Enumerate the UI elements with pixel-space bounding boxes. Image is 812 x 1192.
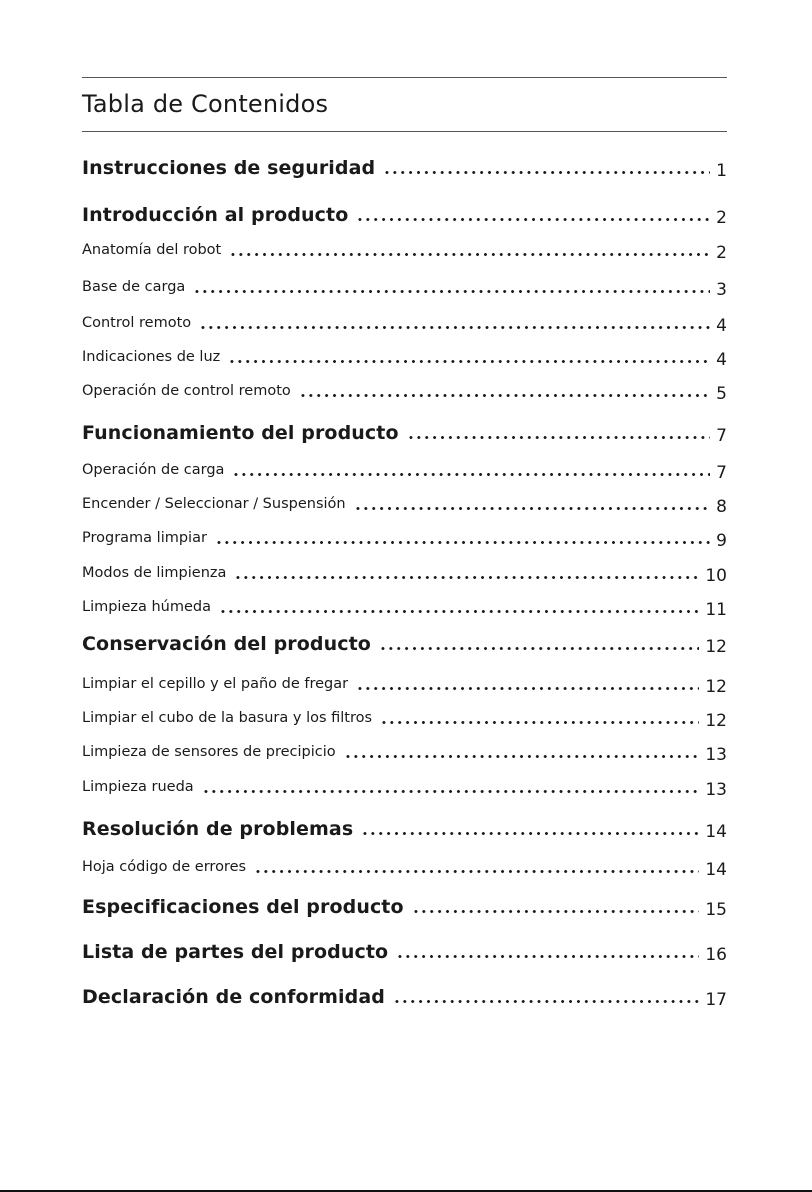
- toc-subsection-entry: [82, 456, 727, 483]
- toc-page-number: 9: [716, 531, 727, 551]
- toc-page-number: 15: [705, 900, 727, 920]
- toc-section-entry: [82, 154, 727, 181]
- toc-section-entry: [82, 815, 727, 842]
- toc-page-number: 8: [716, 497, 727, 517]
- toc-subsection-entry: [82, 738, 727, 765]
- dot-leader: [361, 816, 699, 836]
- toc-section-entry: [82, 630, 727, 657]
- toc-page-number: 2: [716, 243, 727, 263]
- dot-leader: [396, 939, 699, 959]
- toc-entry-label: Anatomía del robot: [82, 242, 222, 258]
- toc-entry-label: Hoja código de errores: [82, 859, 247, 875]
- dot-leader: [215, 525, 710, 545]
- toc-entry-label: Programa limpiar: [82, 530, 207, 546]
- toc-section-entry: [82, 201, 727, 228]
- toc-entry-label: Limpieza de sensores de precipicio: [82, 744, 336, 760]
- toc-subsection-entry: [82, 704, 727, 731]
- toc-page-number: 13: [705, 780, 727, 800]
- dot-leader: [379, 631, 699, 651]
- toc-entry-label: Introducción al producto: [82, 204, 349, 226]
- toc-page-number: 5: [716, 384, 727, 404]
- toc-page-number: 13: [705, 745, 727, 765]
- dot-leader: [229, 237, 710, 257]
- dot-leader: [232, 457, 710, 477]
- dot-leader: [383, 155, 710, 175]
- dot-leader: [254, 854, 699, 874]
- toc-entry-label: Limpieza húmeda: [82, 599, 212, 615]
- toc-page-number: 14: [705, 822, 727, 842]
- toc-subsection-entry: [82, 670, 727, 697]
- toc-subsection-entry: [82, 524, 727, 551]
- dot-leader: [393, 984, 699, 1004]
- dot-leader: [193, 274, 710, 294]
- dot-leader: [412, 894, 700, 914]
- toc-page-number: 3: [716, 280, 727, 300]
- toc-entry-label: Especificaciones del producto: [82, 896, 404, 918]
- toc-section-entry: [82, 983, 727, 1010]
- toc-page-number: 10: [705, 566, 727, 586]
- toc-page-number: 12: [705, 711, 727, 731]
- toc-subsection-entry: [82, 773, 727, 800]
- toc-entry-label: Operación de carga: [82, 462, 225, 478]
- toc-entry-label: Conservación del producto: [82, 633, 371, 655]
- toc-page-number: 4: [716, 350, 727, 370]
- toc-entry-label: Lista de partes del producto: [82, 941, 389, 963]
- toc-subsection-entry: [82, 559, 727, 586]
- toc-entry-label: Base de carga: [82, 279, 186, 295]
- toc-page-number: 12: [705, 637, 727, 657]
- toc-entry-label: Limpiar el cepillo y el paño de fregar: [82, 676, 349, 692]
- toc-page-number: 4: [716, 316, 727, 336]
- toc-subsection-entry: [82, 343, 727, 370]
- toc-page-number: 2: [716, 208, 727, 228]
- dot-leader: [299, 378, 710, 398]
- toc-page-number: 1: [716, 161, 727, 181]
- toc-entry-label: Instrucciones de seguridad: [82, 157, 376, 179]
- toc-subsection-entry: [82, 377, 727, 404]
- title-divider: [82, 131, 727, 132]
- toc-subsection-entry: [82, 853, 727, 880]
- dot-leader: [407, 420, 711, 440]
- dot-leader: [356, 202, 710, 222]
- toc-entry-label: Resolución de problemas: [82, 818, 354, 840]
- toc-page-number: 17: [705, 990, 727, 1010]
- dot-leader: [234, 560, 699, 580]
- toc-page-number: 12: [705, 677, 727, 697]
- toc-page-number: 7: [716, 426, 727, 446]
- toc-subsection-entry: [82, 236, 727, 263]
- toc-entry-label: Modos de limpienza: [82, 565, 227, 581]
- toc-entry-label: Declaración de conformidad: [82, 986, 385, 1008]
- dot-leader: [228, 344, 710, 364]
- toc-title: Tabla de Contenidos: [82, 90, 329, 118]
- toc-entry-label: Encender / Seleccionar / Suspensión: [82, 496, 346, 512]
- toc-subsection-entry: [82, 593, 727, 620]
- toc-section-entry: [82, 893, 727, 920]
- dot-leader: [354, 491, 711, 511]
- toc-entry-label: Limpiar el cubo de la basura y los filtros: [82, 710, 373, 726]
- toc-entry-label: Operación de control remoto: [82, 383, 291, 399]
- toc-page-number: 14: [705, 860, 727, 880]
- toc-subsection-entry: [82, 309, 727, 336]
- toc-subsection-entry: [82, 490, 727, 517]
- toc-section-entry: [82, 419, 727, 446]
- dot-leader: [199, 310, 710, 330]
- toc-subsection-entry: [82, 273, 727, 300]
- toc-page-number: 16: [705, 945, 727, 965]
- toc-page-number: 11: [705, 600, 727, 620]
- dot-leader: [380, 705, 699, 725]
- dot-leader: [344, 739, 700, 759]
- toc-section-entry: [82, 938, 727, 965]
- dot-leader: [202, 774, 700, 794]
- dot-leader: [219, 594, 699, 614]
- toc-entry-label: Funcionamiento del producto: [82, 422, 399, 444]
- toc-page-number: 7: [716, 463, 727, 483]
- toc-entry-label: Indicaciones de luz: [82, 349, 221, 365]
- toc-entry-label: Limpieza rueda: [82, 779, 194, 795]
- top-divider: [82, 77, 727, 78]
- toc-entry-label: Control remoto: [82, 315, 192, 331]
- dot-leader: [356, 671, 699, 691]
